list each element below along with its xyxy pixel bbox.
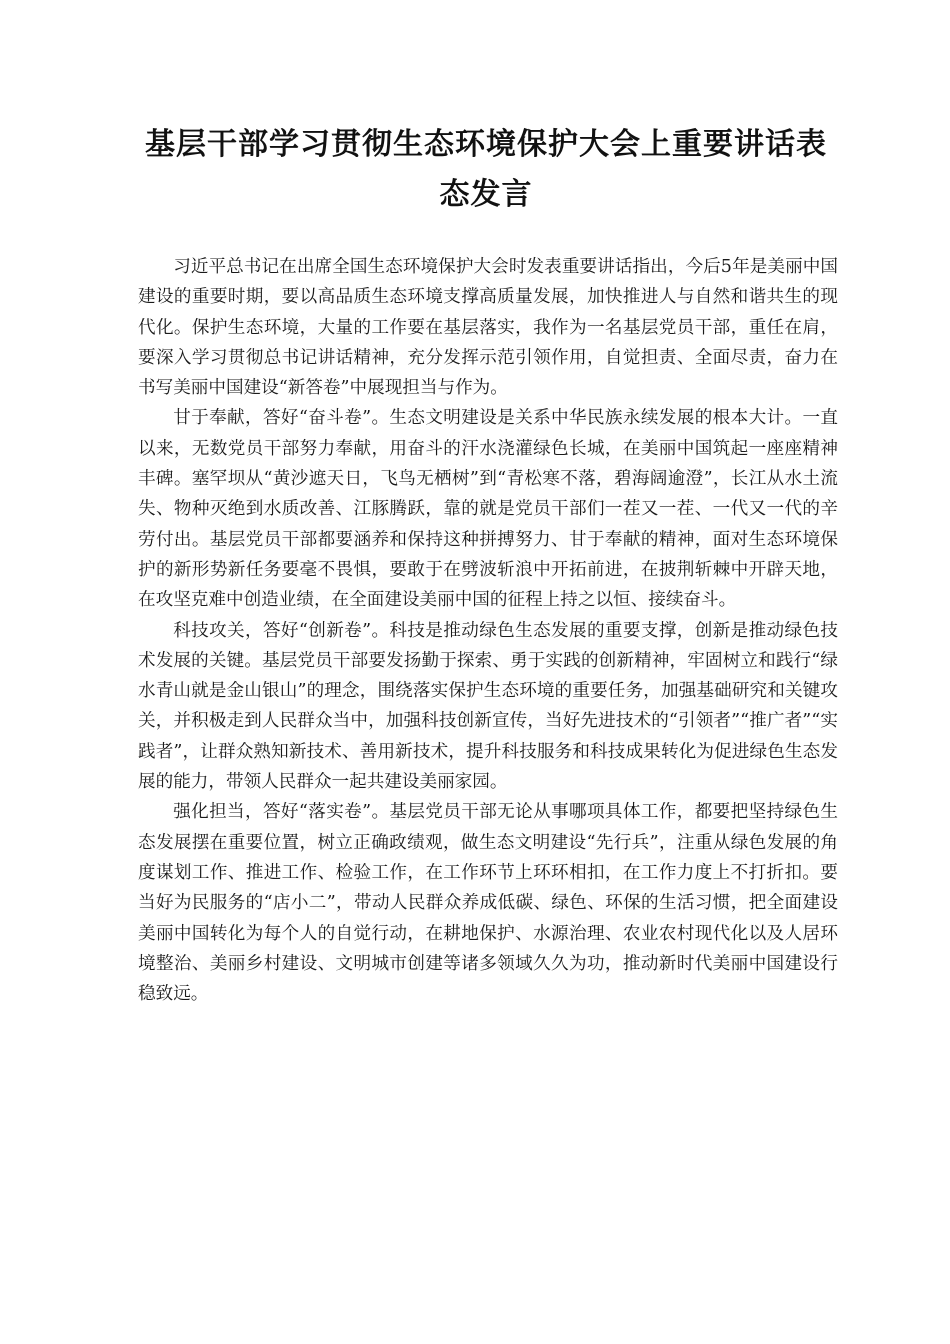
paragraph-responsibility: 强化担当，答好“落实卷”。基层党员干部无论从事哪项具体工作，都要把坚持绿色生态发展摆在重要位置，树立正确政绩观，做生态文明建设“先行兵”，注重从绿色发展的角度谋划工作、推进工作、检验工作，在工作环节上环环相扣，在工作力度上不打折扣。要当好为民服务的“店小二”，带动人民群众养成低碳、绿色、环保的生活习惯，把全面建设美丽中国转化为每个人的自觉行动，在耕地保护、水源治理、农业农村现代化以及人居环境整治、美丽乡村建设、文明城市创建等诸多领域久久为功，推动新时代美丽中国建设行稳致远。 (138, 802, 838, 1005)
paragraph-innovation: 科技攻关，答好“创新卷”。科技是推动绿色生态发展的重要支撑，创新是推动绿色技术发展的关键。基层党员干部要发扬勤于探索、勇于实践的创新精神，牢固树立和践行“绿水青山就是金山银山”的理念，围绕落实保护生态环境的重要任务，加强基础研究和关键攻关，并积极走到人民群众当中，加强科技创新宣传，当好先进技术的“引领者”“推广者”“实践者”，让群众熟知新技术、善用新技术，提升科技服务和科技成果转化为促进绿色生态发展的能力，带领人民群众一起共建设美丽家园。 (138, 620, 838, 793)
paragraph-intro: 习近平总书记在出席全国生态环境保护大会时发表重要讲话指出，今后5年是美丽中国建设的重要时期，要以高品质生态环境支撑高质量发展，加快推进人与自然和谐共生的现代化。保护生态环境，大量的工作要在基层落实，我作为一名基层党员干部，重任在肩，要深入学习贯彻总书记讲话精神，充分发挥示范引领作用，自觉担责、全面尽责，奋力在书写美丽中国建设“新答卷”中展现担当与作为。 (138, 257, 838, 399)
document-title: 基层干部学习贯彻生态环境保护大会上重要讲话表态发言 (145, 127, 827, 212)
document-body (138, 252, 838, 1009)
paragraph-dedication: 甘于奉献，答好“奋斗卷”。生态文明建设是关系中华民族永续发展的根本大计。一直以来，无数党员干部努力奉献，用奋斗的汗水浇灌绿色长城，在美丽中国筑起一座座精神丰碑。塞罕坝从“黄沙遮天日，飞鸟无栖树”到“青松寒不落，碧海阔逾澄”，长江从水土流失、物种灭绝到水质改善、江豚腾跃，靠的就是党员干部们一茬又一茬、一代又一代的辛劳付出。基层党员干部都要涵养和保持这种拼搏努力、甘于奉献的精神，面对生态环境保护的新形势新任务要毫不畏惧，要敢于在劈波斩浪中开拓前进，在披荆斩棘中开辟天地，在攻坚克难中创造业绩，在全面建设美丽中国的征程上持之以恒、接续奋斗。 (138, 408, 838, 611)
